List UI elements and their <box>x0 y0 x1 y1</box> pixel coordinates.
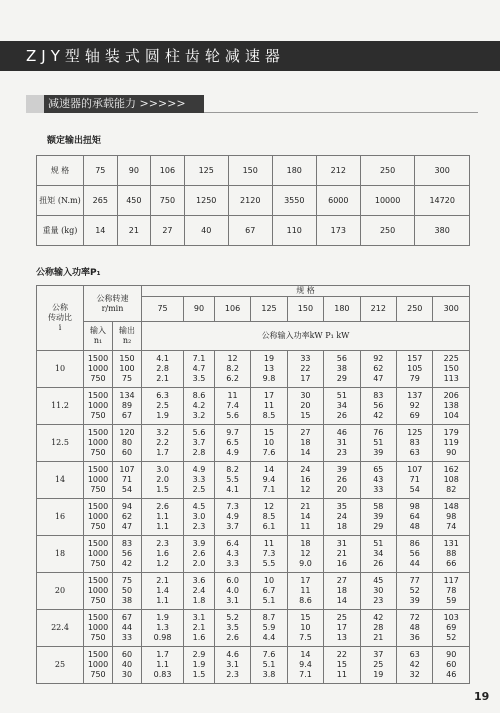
weight-cell: 14 <box>84 216 118 246</box>
power-cell: 25 17 13 <box>324 610 360 647</box>
table-row <box>37 425 470 462</box>
size-cell: 106 <box>214 297 250 322</box>
power-cell: 7.6 5.1 3.8 <box>251 647 287 684</box>
power-cell: 12 8.2 6.2 <box>214 351 250 388</box>
power-cell: 11 7.3 5.5 <box>251 536 287 573</box>
size-cell: 212 <box>360 297 396 322</box>
weight-cell: 173 <box>316 216 360 246</box>
power-cell: 2.3 1.6 1.2 <box>142 536 184 573</box>
power-cell: 17 11 8.5 <box>251 388 287 425</box>
size-cell: 250 <box>397 297 433 322</box>
power-cell: 6.3 2.5 1.9 <box>142 388 184 425</box>
torque-cell: 14720 <box>415 186 470 216</box>
ratio-cell: 14 <box>37 462 84 499</box>
power-cell: 162 108 82 <box>433 462 470 499</box>
power-cell: 35 24 18 <box>324 499 360 536</box>
power-cell: 77 52 39 <box>397 573 433 610</box>
table-row <box>37 647 470 684</box>
power-cell: 3.9 2.6 2.0 <box>184 536 215 573</box>
input-speed-cell: 1500 1000 750 <box>84 388 113 425</box>
ratio-header: 公称 传动比 i <box>37 286 84 351</box>
output-speed-cell: 150 100 75 <box>113 351 142 388</box>
input-speed-cell: 1500 1000 750 <box>84 499 113 536</box>
section-marker <box>26 95 44 113</box>
size-cell: 300 <box>415 156 470 186</box>
power-cell: 30 20 15 <box>287 388 323 425</box>
spec-header: 规 格 <box>142 286 470 297</box>
torque-cell: 2120 <box>228 186 272 216</box>
torque-cell: 265 <box>84 186 118 216</box>
power-cell: 131 88 66 <box>433 536 470 573</box>
header-row <box>37 286 470 297</box>
power-cell: 1.9 1.3 0.98 <box>142 610 184 647</box>
ratio-cell: 25 <box>37 647 84 684</box>
ratio-cell: 12.5 <box>37 425 84 462</box>
power-cell: 3.0 2.0 1.5 <box>142 462 184 499</box>
speed-header: 公称转速 r/min <box>84 286 142 322</box>
power-heading: 公称输入功率P₁ <box>36 268 101 278</box>
power-cell: 46 31 23 <box>324 425 360 462</box>
size-cell: 180 <box>272 156 316 186</box>
power-cell: 56 38 29 <box>324 351 360 388</box>
size-cell: 75 <box>142 297 184 322</box>
power-cell: 4.1 2.8 2.1 <box>142 351 184 388</box>
size-cell: 90 <box>184 297 215 322</box>
power-cell: 15 10 7.5 <box>287 610 323 647</box>
power-cell: 39 26 20 <box>324 462 360 499</box>
power-cell: 2.1 1.4 1.1 <box>142 573 184 610</box>
power-table <box>36 285 470 684</box>
table-row <box>37 462 470 499</box>
size-cell: 150 <box>287 297 323 322</box>
ratio-cell: 11.2 <box>37 388 84 425</box>
power-cell: 2.6 1.1 1.1 <box>142 499 184 536</box>
torque-table-row <box>37 216 470 246</box>
ratio-cell: 18 <box>37 536 84 573</box>
torque-cell: 6000 <box>316 186 360 216</box>
output-speed-cell: 67 44 33 <box>113 610 142 647</box>
output-speed-cell: 107 71 54 <box>113 462 142 499</box>
power-cell: 103 69 52 <box>433 610 470 647</box>
power-cell: 76 51 39 <box>360 425 396 462</box>
power-cell: 98 64 48 <box>397 499 433 536</box>
power-cell: 45 30 23 <box>360 573 396 610</box>
power-cell: 37 25 19 <box>360 647 396 684</box>
power-cell: 6.4 4.3 3.3 <box>214 536 250 573</box>
page-banner: ZJY型轴装式圆柱齿轮减速器 <box>0 41 500 71</box>
power-label: 公称输入功率kW P₁ kW <box>142 322 470 351</box>
ratio-cell: 22.4 <box>37 610 84 647</box>
table-row <box>37 499 470 536</box>
output-speed-cell: 60 40 30 <box>113 647 142 684</box>
power-cell: 3.2 2.2 1.7 <box>142 425 184 462</box>
power-cell: 3.6 2.4 1.8 <box>184 573 215 610</box>
output-speed-cell: 134 89 67 <box>113 388 142 425</box>
power-cell: 11 7.4 5.6 <box>214 388 250 425</box>
input-speed-cell: 1500 1000 750 <box>84 425 113 462</box>
power-cell: 51 34 26 <box>324 388 360 425</box>
torque-table <box>36 155 470 246</box>
power-cell: 22 15 11 <box>324 647 360 684</box>
output-speed-cell: 75 50 38 <box>113 573 142 610</box>
table-row <box>37 610 470 647</box>
table-row <box>37 388 470 425</box>
row-label: 扭矩 (N.m) <box>37 186 84 216</box>
input-speed-cell: 1500 1000 750 <box>84 610 113 647</box>
output-speed-cell: 83 56 42 <box>113 536 142 573</box>
power-cell: 8.2 5.5 4.1 <box>214 462 250 499</box>
power-cell: 6.0 4.0 3.1 <box>214 573 250 610</box>
weight-cell: 21 <box>117 216 151 246</box>
input-speed-cell: 1500 1000 750 <box>84 536 113 573</box>
torque-cell: 3550 <box>272 186 316 216</box>
section-rule <box>204 112 478 113</box>
power-cell: 33 22 17 <box>287 351 323 388</box>
power-cell: 92 62 47 <box>360 351 396 388</box>
output-speed-header: 输出 n₂ <box>113 322 142 351</box>
power-cell: 14 9.4 7.1 <box>287 647 323 684</box>
input-speed-header: 输入 n₁ <box>84 322 113 351</box>
power-cell: 179 119 90 <box>433 425 470 462</box>
power-cell: 3.1 2.1 1.6 <box>184 610 215 647</box>
power-cell: 42 28 21 <box>360 610 396 647</box>
power-cell: 90 60 46 <box>433 647 470 684</box>
size-cell: 180 <box>324 297 360 322</box>
input-speed-cell: 1500 1000 750 <box>84 647 113 684</box>
size-cell: 212 <box>316 156 360 186</box>
subheader-row <box>37 322 470 351</box>
power-cell: 65 43 33 <box>360 462 396 499</box>
power-cell: 117 78 59 <box>433 573 470 610</box>
size-cell: 90 <box>117 156 151 186</box>
power-cell: 63 42 32 <box>397 647 433 684</box>
torque-table-row <box>37 186 470 216</box>
torque-cell: 750 <box>151 186 185 216</box>
input-speed-cell: 1500 1000 750 <box>84 573 113 610</box>
power-cell: 83 56 42 <box>360 388 396 425</box>
torque-table-row <box>37 156 470 186</box>
power-cell: 21 14 11 <box>287 499 323 536</box>
size-cell: 125 <box>251 297 287 322</box>
power-cell: 107 71 54 <box>397 462 433 499</box>
power-cell: 225 150 113 <box>433 351 470 388</box>
power-cell: 7.1 4.7 3.5 <box>184 351 215 388</box>
power-cell: 125 83 63 <box>397 425 433 462</box>
power-cell: 17 11 8.6 <box>287 573 323 610</box>
power-cell: 8.6 4.2 3.2 <box>184 388 215 425</box>
size-cell: 75 <box>84 156 118 186</box>
weight-cell: 380 <box>415 216 470 246</box>
weight-cell: 250 <box>360 216 415 246</box>
power-cell: 27 18 14 <box>324 573 360 610</box>
power-cell: 14 9.4 7.1 <box>251 462 287 499</box>
power-cell: 10 6.7 5.1 <box>251 573 287 610</box>
power-cell: 206 138 104 <box>433 388 470 425</box>
output-speed-cell: 94 62 47 <box>113 499 142 536</box>
weight-cell: 67 <box>228 216 272 246</box>
row-label: 规 格 <box>37 156 84 186</box>
power-cell: 86 56 44 <box>397 536 433 573</box>
power-cell: 72 48 36 <box>397 610 433 647</box>
size-cell: 150 <box>228 156 272 186</box>
power-cell: 12 8.5 6.1 <box>251 499 287 536</box>
weight-cell: 110 <box>272 216 316 246</box>
power-cell: 31 21 16 <box>324 536 360 573</box>
output-speed-cell: 120 80 60 <box>113 425 142 462</box>
power-cell: 15 10 7.6 <box>251 425 287 462</box>
power-cell: 4.9 3.3 2.5 <box>184 462 215 499</box>
power-cell: 24 16 12 <box>287 462 323 499</box>
weight-cell: 27 <box>151 216 185 246</box>
power-cell: 148 98 74 <box>433 499 470 536</box>
row-label: 重量 (kg) <box>37 216 84 246</box>
size-cell: 250 <box>360 156 415 186</box>
page-number: 19 <box>474 690 490 703</box>
table-row <box>37 573 470 610</box>
ratio-cell: 16 <box>37 499 84 536</box>
power-cell: 137 92 69 <box>397 388 433 425</box>
power-cell: 2.9 1.9 1.5 <box>184 647 215 684</box>
ratio-cell: 10 <box>37 351 84 388</box>
power-cell: 4.6 3.1 2.3 <box>214 647 250 684</box>
torque-cell: 1250 <box>184 186 228 216</box>
torque-heading: 额定输出扭矩 <box>47 136 102 146</box>
input-speed-cell: 1500 1000 750 <box>84 351 113 388</box>
table-row <box>37 351 470 388</box>
power-cell: 58 39 29 <box>360 499 396 536</box>
size-cell: 106 <box>151 156 185 186</box>
power-cell: 27 18 14 <box>287 425 323 462</box>
power-cell: 51 34 26 <box>360 536 396 573</box>
power-cell: 157 105 79 <box>397 351 433 388</box>
torque-cell: 10000 <box>360 186 415 216</box>
power-cell: 19 13 9.8 <box>251 351 287 388</box>
power-cell: 5.2 3.5 2.6 <box>214 610 250 647</box>
table-row <box>37 536 470 573</box>
ratio-cell: 20 <box>37 573 84 610</box>
power-cell: 8.7 5.9 4.4 <box>251 610 287 647</box>
power-cell: 4.5 3.0 2.3 <box>184 499 215 536</box>
power-cell: 18 12 9.0 <box>287 536 323 573</box>
power-cell: 9.7 6.5 4.9 <box>214 425 250 462</box>
power-cell: 1.7 1.1 0.83 <box>142 647 184 684</box>
weight-cell: 40 <box>184 216 228 246</box>
section-title: 减速器的承载能力 >>>>> <box>48 97 186 110</box>
torque-cell: 450 <box>117 186 151 216</box>
size-cell: 300 <box>433 297 470 322</box>
section-title-bar <box>26 95 204 113</box>
power-cell: 5.6 3.7 2.8 <box>184 425 215 462</box>
input-speed-cell: 1500 1000 750 <box>84 462 113 499</box>
power-cell: 7.3 4.9 3.7 <box>214 499 250 536</box>
size-cell: 125 <box>184 156 228 186</box>
